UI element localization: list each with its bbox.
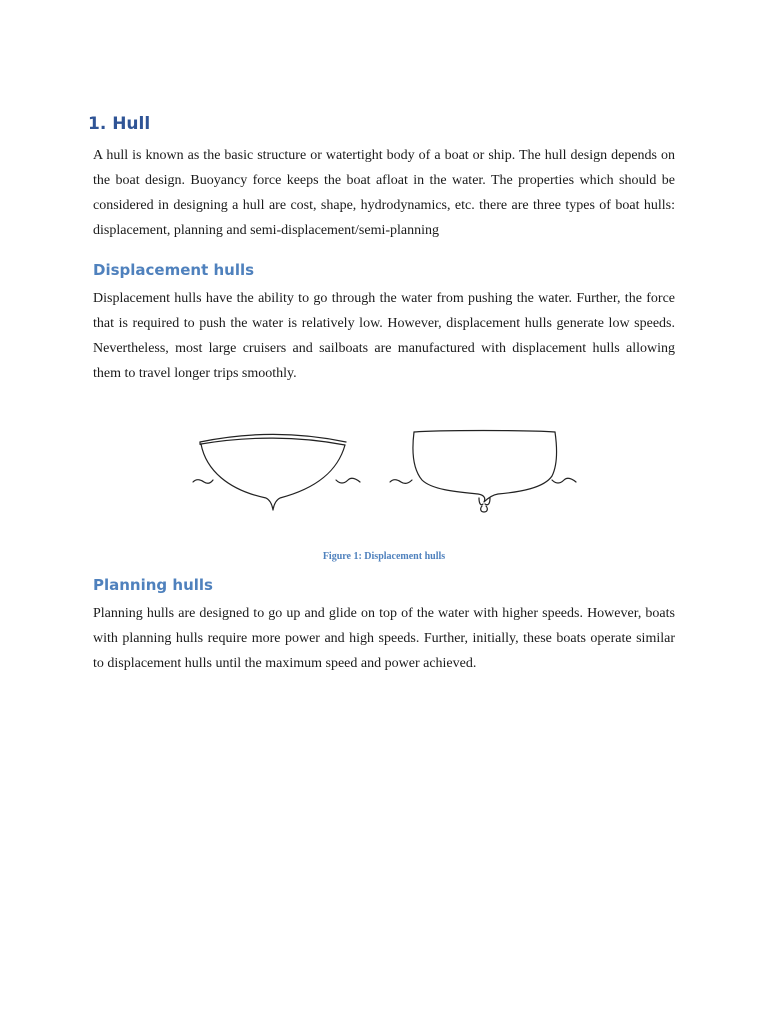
- displacement-hulls-paragraph: Displacement hulls have the ability to go through the water from pushing the water. Further, the force that is required to push the water is relatively low. However, displacement hulls generate low speeds. Nevertheless, most large cruisers and sailboats are manufactured with displacement hulls allowing them to travel longer trips smoothly.: [93, 291, 675, 381]
- subheading-planning-hulls: Planning hulls: [93, 576, 213, 594]
- displacement-hulls-figure: [188, 420, 588, 520]
- planning-hulls-paragraph: Planning hulls are designed to go up and glide on top of the water with higher speeds. However, boats with planning hulls require more power and high speeds. Further, initially, these boats operate similar to displacement hulls until the maximum speed and power achieved.: [93, 606, 675, 671]
- keel-hull-drawing: [390, 431, 576, 513]
- section-heading-hull: 1. Hull: [88, 114, 151, 134]
- subheading-displacement-hulls: Displacement hulls: [93, 261, 255, 279]
- figure-caption: Figure 1: Displacement hulls: [322, 551, 446, 562]
- round-hull-drawing: [193, 435, 360, 511]
- hull-intro-paragraph: A hull is known as the basic structure or watertight body of a boat or ship. The hull design depends on the boat design. Buoyancy force keeps the boat afloat in the water. The properties which should be considered in designing a hull are cost, shape, hydrodynamics, etc. there are three types of boat hulls: displacement, planning and semi-displacement/semi-planning: [93, 148, 675, 238]
